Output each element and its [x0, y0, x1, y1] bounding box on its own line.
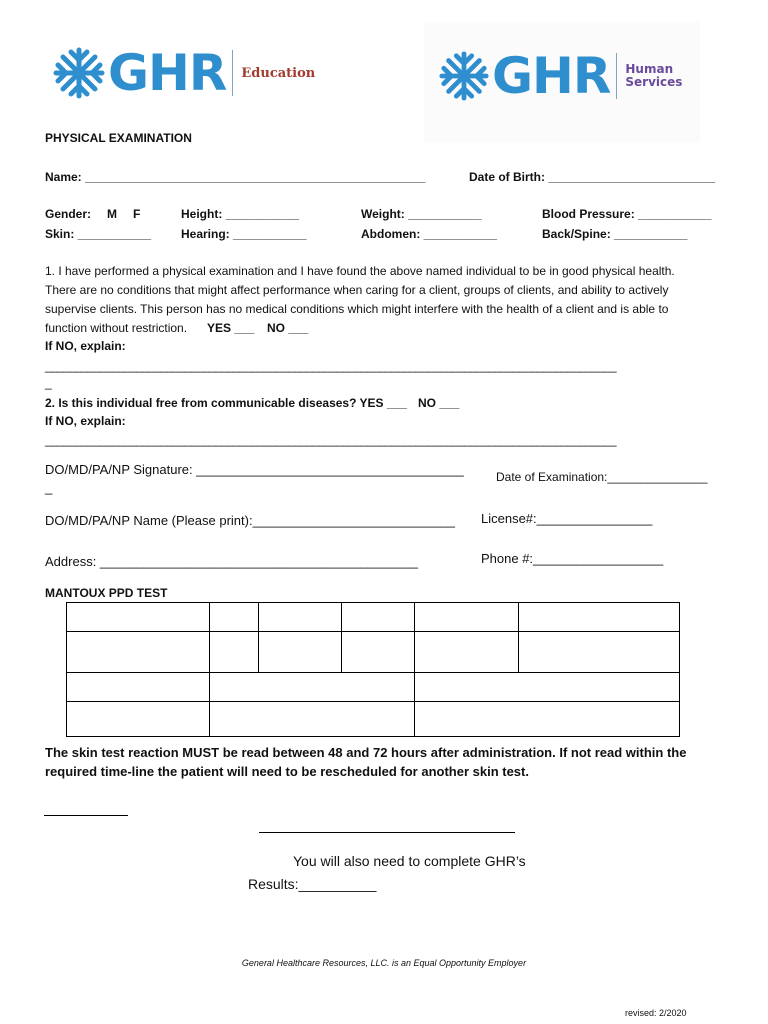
ghr-education-logo — [52, 46, 315, 100]
ghr-human-services-logo — [438, 47, 683, 105]
equal-opportunity-statement: General Healthcare Resources, LLC. is an Equal Opportunity Employer — [241, 958, 527, 968]
table-cell[interactable] — [342, 603, 415, 632]
table-cell[interactable] — [415, 632, 519, 673]
table-row — [67, 632, 680, 673]
table-cell[interactable] — [210, 673, 415, 702]
date-of-examination-field[interactable]: Date of Examination:_______________ — [496, 470, 708, 484]
logo-divider — [616, 53, 617, 99]
table-cell[interactable] — [415, 603, 519, 632]
table-cell[interactable] — [210, 702, 415, 737]
table-cell[interactable] — [67, 603, 210, 632]
mantoux-ppd-table — [66, 602, 680, 737]
table-cell[interactable] — [67, 632, 210, 673]
blood-pressure-field[interactable]: Blood Pressure: ___________ — [542, 207, 712, 221]
name-field[interactable]: Name: ___________________________________________________ — [45, 170, 426, 184]
ghr-snowflake-icon — [52, 46, 106, 100]
weight-field[interactable]: Weight: ___________ — [361, 207, 482, 221]
yes-1-field[interactable]: YES ___ — [207, 321, 255, 335]
signature-field[interactable]: DO/MD/PA/NP Signature: _____________________________________ — [45, 462, 464, 477]
hearing-field[interactable]: Hearing: ___________ — [181, 227, 307, 241]
no-1-field[interactable]: NO ___ — [267, 321, 309, 335]
skin-field[interactable]: Skin: ___________ — [45, 227, 152, 241]
table-cell[interactable] — [210, 603, 259, 632]
signature-rule — [259, 832, 515, 833]
question-2: 2. Is this individual free from communicable diseases? YES ___ — [45, 396, 407, 410]
explain-2-line[interactable]: ______________________________________________________________________________________________ — [45, 433, 616, 447]
abdomen-field[interactable]: Abdomen: ___________ — [361, 227, 498, 241]
explain-1-label: If NO, explain: — [45, 339, 126, 353]
short-rule — [44, 815, 128, 816]
mantoux-title: MANTOUX PPD TEST — [45, 586, 168, 600]
ghr-snowflake-icon — [438, 50, 490, 102]
statement-line-1: 1. I have performed a physical examination and I have found the above named individual to be in good physical health. — [45, 264, 675, 278]
table-row — [67, 673, 680, 702]
skin-test-warning-line-1: The skin test reaction MUST be read between 48 and 72 hours after administration. If not read within the — [45, 745, 687, 760]
gender-label: Gender: — [45, 207, 92, 221]
logo-divider — [232, 50, 233, 96]
services-label: Services — [625, 75, 683, 89]
printed-name-field[interactable]: DO/MD/PA/NP Name (Please print):____________________________ — [45, 513, 456, 528]
table-row — [67, 603, 680, 632]
table-cell[interactable] — [519, 632, 680, 673]
table-cell[interactable] — [67, 673, 210, 702]
explain-1-line[interactable]: ______________________________________________________________________________________________ — [45, 359, 616, 373]
address-field[interactable]: Address: ____________________________________________ — [45, 554, 419, 569]
table-cell[interactable] — [342, 632, 415, 673]
table-cell[interactable] — [259, 603, 342, 632]
signature-line-wrap: _ — [45, 480, 53, 495]
table-cell[interactable] — [259, 632, 342, 673]
explain-2-label: If NO, explain: — [45, 414, 126, 428]
no-2-field[interactable]: NO ___ — [418, 396, 460, 410]
revision-date: revised: 2/2020 — [625, 1008, 687, 1018]
explain-1-line-wrap: _ — [45, 376, 52, 390]
gender-m-option[interactable]: M — [107, 207, 117, 221]
ghr-wordmark: GHR — [492, 47, 611, 105]
statement-line-2: There are no conditions that might affect performance when caring for a client, groups of clients, and ability to actively — [45, 283, 669, 297]
ghr-wordmark: GHR — [108, 44, 227, 102]
table-cell[interactable] — [210, 632, 259, 673]
education-label: Education — [241, 65, 316, 81]
complete-ghr-note: You will also need to complete GHR’s — [293, 853, 526, 869]
back-spine-field[interactable]: Back/Spine: ___________ — [542, 227, 688, 241]
form-title: PHYSICAL EXAMINATION — [45, 131, 192, 145]
statement-line-3: supervise clients. This person has no medical conditions which might interfere with the health of a client and is able to — [45, 302, 669, 316]
height-field[interactable]: Height: ___________ — [181, 207, 300, 221]
license-field[interactable]: License#:________________ — [481, 511, 653, 526]
table-cell[interactable] — [415, 673, 680, 702]
statement-line-4: function without restriction. — [45, 321, 188, 335]
skin-test-warning-line-2: required time-line the patient will need to be rescheduled for another skin test. — [45, 764, 529, 779]
date-of-birth-field[interactable]: Date of Birth: _________________________ — [469, 170, 716, 184]
table-cell[interactable] — [67, 702, 210, 737]
human-label: Human — [625, 62, 674, 76]
table-cell[interactable] — [415, 702, 680, 737]
phone-field[interactable]: Phone #:__________________ — [481, 551, 664, 566]
gender-f-option[interactable]: F — [133, 207, 141, 221]
results-field[interactable]: Results:__________ — [248, 876, 377, 892]
table-row — [67, 702, 680, 737]
table-cell[interactable] — [519, 603, 680, 632]
